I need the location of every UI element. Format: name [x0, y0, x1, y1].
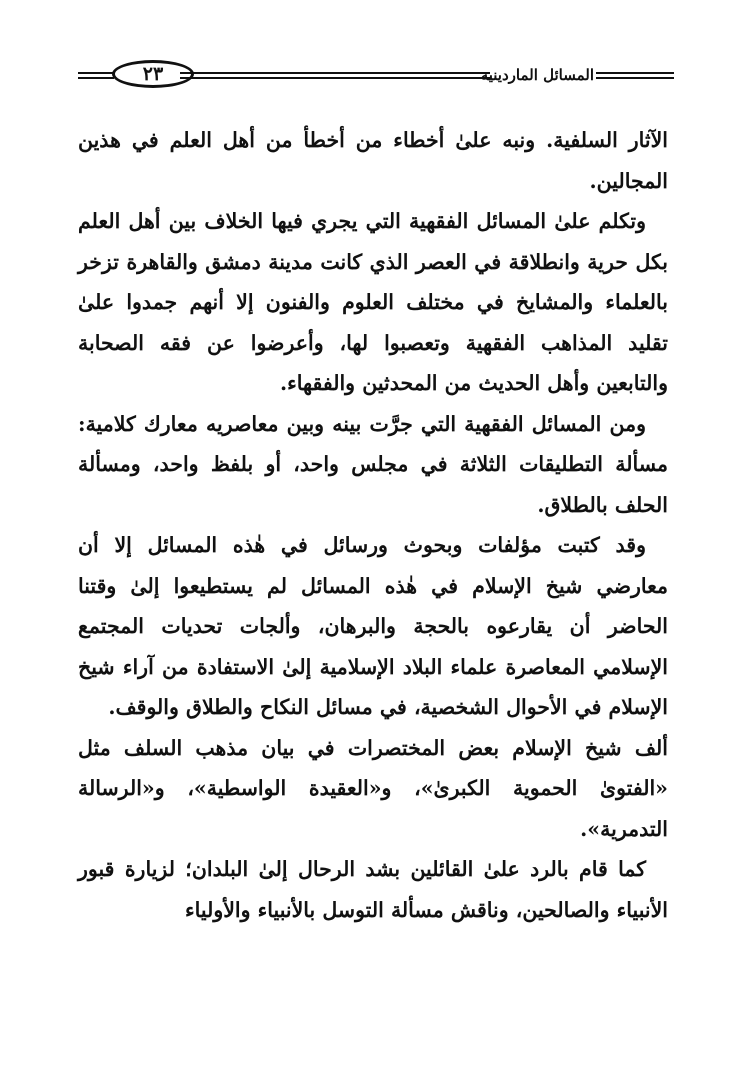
page-body: [78, 120, 668, 930]
paragraph-1: الآثار السلفية. ونبه علىٰ أخطاء من أخطأ من أهل العلم في هذين المجالين.: [78, 128, 668, 193]
header-rule-middle: [180, 72, 490, 79]
running-header: [78, 58, 674, 94]
page-number: ٢٣: [142, 62, 164, 85]
paragraph-6: كما قام بالرد علىٰ القائلين بشد الرحال إلىٰ البلدان؛ لزيارة قبور الأنبياء والصالحين، وناقش مسألة التوسل بالأنبياء والأولياء: [78, 857, 668, 922]
paragraph-4: وقد كتبت مؤلفات وبحوث ورسائل في هٰذه المسائل إلا أن معارضي شيخ الإسلام في هٰذه المسائل لم يستطيعوا إلىٰ وقتنا الحاضر أن يقارعوه بالحجة والبرهان، وألجات تحديات المجتمع الإسلامي المعاصرة علماء البلاد الإسلامية إلىٰ الاستفادة من آراء شيخ الإسلام في الأحوال الشخصية، في مسائل النكاح والطلاق والوقف.: [78, 533, 668, 719]
running-header-title: المسائل الماردينية: [480, 66, 594, 84]
header-rule-left: [78, 72, 114, 79]
paragraph-2: وتكلم علىٰ المسائل الفقهية التي يجري فيها الخلاف بين أهل العلم بكل حرية وانطلاقة في العصر الذي كانت مدينة دمشق والقاهرة تزخر بالعلماء والمشايخ في مختلف العلوم والفنون إلا أنهم جمدوا علىٰ تقليد المذاهب الفقهية وتعصبوا لها، وأعرضوا عن فقه الصحابة والتابعين وأهل الحديث من المحدثين والفقهاء.: [78, 209, 668, 395]
page-number-badge: [112, 60, 194, 88]
paragraph-3: ومن المسائل الفقهية التي جرَّت بينه وبين معاصريه معارك كلامية: مسألة التطليقات الثلاثة في مجلس واحد، أو بلفظ واحد، ومسألة الحلف بالطلاق.: [78, 411, 668, 517]
paragraph-5: ألف شيخ الإسلام بعض المختصرات في بيان مذهب السلف مثل «الفتوىٰ الحموية الكبرىٰ»، و«العقيدة الواسطية»، و«الرسالة التدمرية».: [78, 735, 668, 841]
header-rule-right: [596, 72, 674, 79]
